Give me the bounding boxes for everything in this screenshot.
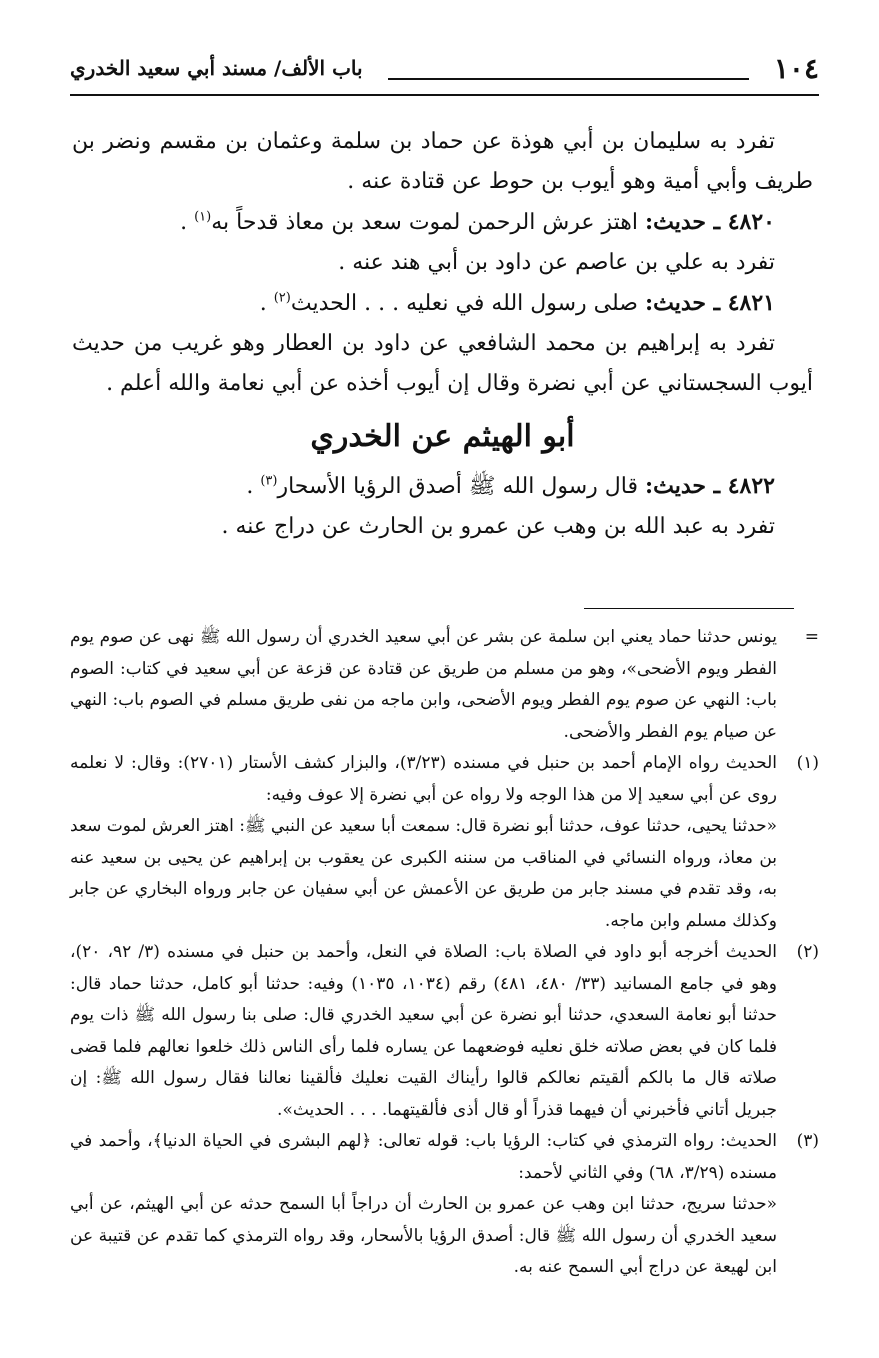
footnote-rule — [584, 608, 794, 609]
running-title: باب الألف/ مسند أبي سعيد الخدري — [70, 56, 363, 80]
page-number: ١٠٤ — [773, 52, 819, 85]
footnote-continuation — [70, 622, 819, 748]
footnote-text: الحديث: رواه الترمذي في كتاب: الرؤيا باب: قوله تعالى: ﴿لهم البشرى في الحياة الدنيا﴾، وأحمد في مسنده (٣/٢٩، ٦٨) وفي الثاني لأحمد: — [70, 1131, 777, 1183]
footnote-ref[interactable]: (١) — [194, 209, 212, 225]
continuation-mark: = — [804, 627, 819, 647]
footnote-quote: «حدثنا يحيى، حدثنا عوف، حدثنا أبو نضرة قال: سمعت أبا سعيد عن النبي ﷺ: اهتز العرش لموت سعد بن معاذ، ورواه النسائي في المناقب من سننه الكبرى عن يعقوب بن إبراهيم عن يحيى بن سعيد عنه به، وقد تقدم في مسند جابر من طريق عن الأعمش عن أبي سفيان عن جابر ورواه البخاري عن جابر وكذلك مسلم وابن ماجه. — [70, 816, 777, 931]
hadith-text: قال رسول الله ﷺ أصدق الرؤيا الأسحار — [277, 474, 638, 499]
footnote-1 — [70, 748, 819, 937]
footnote-ref[interactable]: (٢) — [273, 290, 291, 306]
paragraph-3: تفرد به إبراهيم بن محمد الشافعي عن داود بن العطار وهو غريب من حديث أيوب السجستاني عن أبي نضرة وقال إن أيوب أخذه عن أبي نعامة والله أعلم . — [72, 331, 813, 396]
paragraph-4: تفرد به عبد الله بن وهب عن عمرو بن الحارث عن دراج عنه . — [221, 514, 775, 539]
hadith-text: صلى رسول الله في نعليه . . . الحديث — [290, 291, 638, 316]
section-title: أبو الهيثم عن الخدري — [310, 419, 575, 454]
page-header — [70, 52, 819, 94]
hadith-text: اهتز عرش الرحمن لموت سعد بن معاذ قدحاً به — [211, 210, 638, 235]
period: . — [180, 210, 195, 235]
header-rule — [70, 94, 819, 96]
footnote-text: الحديث رواه الإمام أحمد بن حنبل في مسنده (٣/٢٣)، والبزار كشف الأستار (٢٧٠١): وقال: لا نعلمه روى عن أبي سعيد إلا من هذا الوجه ولا رواه عن أبي نضرة إلا عوف وفيه: — [70, 753, 777, 805]
hadith-number: ٤٨٢١ ـ حديث: — [644, 290, 775, 316]
footnote-3 — [70, 1126, 819, 1284]
hadith-4822 — [72, 466, 813, 507]
footnote-quote: «حدثنا سريج، حدثنا ابن وهب عن عمرو بن الحارث أن دراجاً أبا السمح حدثه عن أبي الهيثم، عن أبي سعيد الخدري أن رسول الله ﷺ قال: أصدق الرؤيا بالأسحار، وقد رواه الترمذي كما تقدم عن قتيبة عن ابن لهيعة عن دراج أبي السمح عنه به. — [70, 1194, 777, 1277]
hadith-4821 — [72, 283, 813, 324]
footnote-number: (٣) — [796, 1131, 819, 1151]
footnote-2 — [70, 937, 819, 1126]
hadith-number: ٤٨٢٠ ـ حديث: — [644, 209, 775, 235]
footnote-number: (١) — [796, 753, 819, 773]
paragraph-1: تفرد به سليمان بن أبي هوذة عن حماد بن سلمة وعثمان بن مقسم ونضر بن طريف وأبي أمية وهو أيوب بن حوط عن قتادة عنه . — [72, 129, 813, 194]
footnote-ref[interactable]: (٣) — [260, 473, 278, 489]
header-title-line — [388, 78, 749, 80]
hadith-number: ٤٨٢٢ ـ حديث: — [644, 473, 775, 499]
footnote-text: يونس حدثنا حماد يعني ابن سلمة عن بشر عن أبي سعيد الخدري أن رسول الله ﷺ نهى عن صوم يوم الفطر ويوم الأضحى»، وهو من مسلم من طريق عن قتادة عن قزعة عن أبي سعيد في كتاب: الصوم باب: النهي عن صوم يوم الفطر ويوم الأضحى، وابن ماجه من نفى طريق مسلم في الصوم باب: النهي عن صيام يوم الفطر والأضحى. — [70, 627, 777, 742]
main-text — [72, 122, 813, 547]
paragraph-2: تفرد به علي بن عاصم عن داود بن أبي هند عنه . — [338, 250, 775, 275]
period: . — [259, 291, 274, 316]
period: . — [246, 474, 261, 499]
footnotes — [70, 622, 819, 1284]
footnote-number: (٢) — [796, 942, 819, 962]
hadith-4820 — [72, 202, 813, 243]
footnote-text: الحديث أخرجه أبو داود في الصلاة باب: الصلاة في النعل، وأحمد بن حنبل في مسنده (٣/ ٩٢، ٢٠)، وهو في جامع المسانيد (٣٣/ ٤٨٠، ٤٨١) رقم (١٠٣٤، ١٠٣٥) وفيه: حدثنا أبو كامل، حدثنا حماد قال: حدثنا أبو نعامة السعدي، حدثنا أبو نضرة عن أبي سعيد الخدري قال: صلى بنا رسول الله ﷺ ذات يوم فلما كان في بعض صلاته خلق نعليه فوضعهما عن يساره فلما رأى الناس ذلك خلعوا نعالهم فلما قضى صلاته قال ما بالكم ألقيتم نعالكم قالوا رأيناك القيت نعليك فألقينا نعالنا فقال رسول الله ﷺ: إن جبريل أتاني فأخبرني أن فيهما قذراً أو قال أذى فألقيتهما. . . . الحديث». — [70, 942, 778, 1120]
